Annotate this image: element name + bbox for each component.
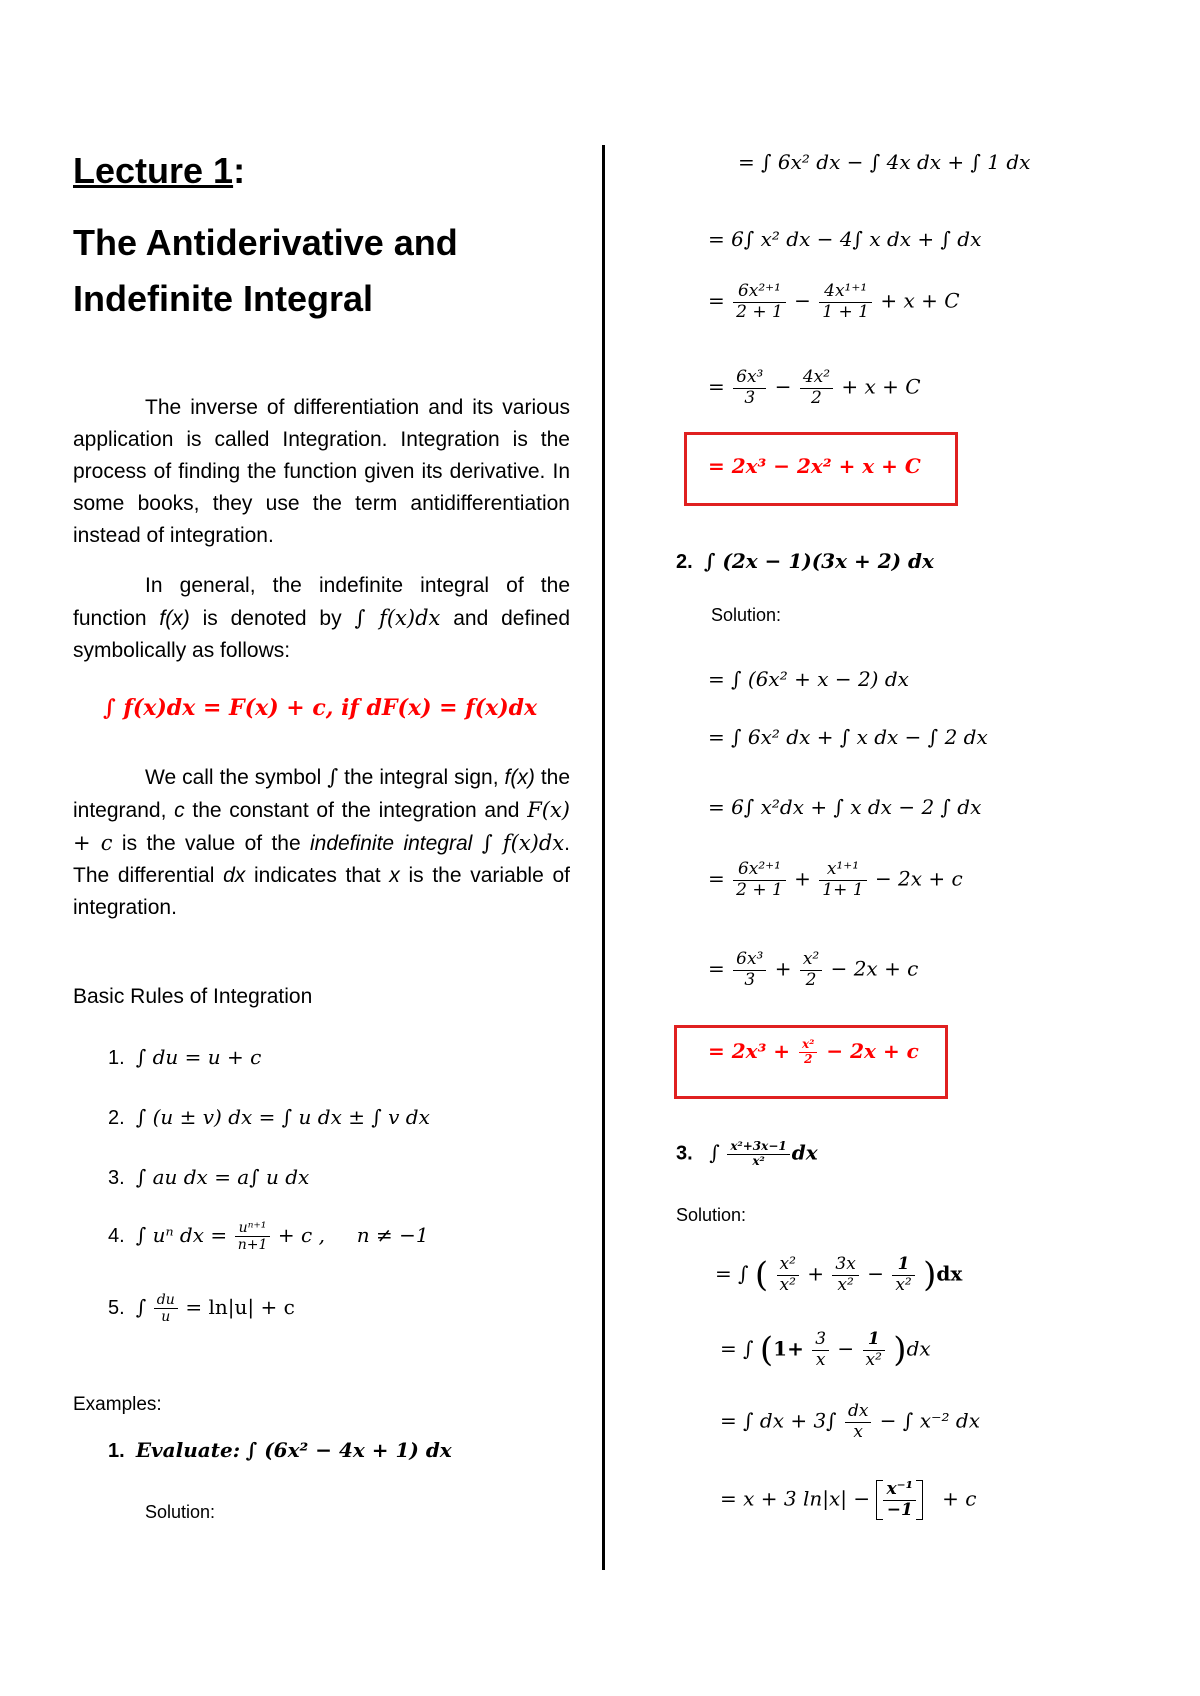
ex3-step-1-frac-3 xyxy=(892,1255,914,1295)
rule-1 xyxy=(108,1045,261,1070)
ex3-step-3 xyxy=(720,1402,980,1442)
symbol-integral: ∫ f(x)dx xyxy=(481,831,565,855)
ex1-step-3-frac-2 xyxy=(819,282,872,322)
examples-heading: Examples: xyxy=(73,1394,162,1415)
general-integral: ∫ f(x)dx xyxy=(354,606,441,630)
rule-1-expr: ∫ du = u + c xyxy=(135,1045,262,1069)
ex2-step-5-frac-1-top: 6x³ xyxy=(733,950,766,971)
ex1-step-3-frac-1 xyxy=(733,282,786,322)
example-1-statement xyxy=(108,1438,452,1463)
ex1-step-4-frac-2-bottom: 2 xyxy=(811,387,822,408)
ex1-step-3-frac-1-bottom: 2 + 1 xyxy=(736,301,783,322)
rules-heading: Basic Rules of Integration xyxy=(73,985,313,1008)
ex1-step-3-frac-1-top: 6x²⁺¹ xyxy=(733,282,786,303)
ex1-answer: = 2x³ − 2x² + x + C xyxy=(708,454,921,478)
rule-3-num: 3. xyxy=(108,1167,125,1189)
ex3-step-1-frac-2-top: 3x xyxy=(832,1255,858,1276)
general-text-a: In general, the indefinite integral of the function xyxy=(73,574,570,630)
ex3-step-3-frac-top: dx xyxy=(845,1402,871,1423)
ex2-step-4-tail: − 2x + c xyxy=(874,866,963,891)
rule-5-lhs: ∫ xyxy=(135,1294,147,1319)
ex2-answer xyxy=(708,1038,919,1067)
example-1-solution-label: Solution: xyxy=(145,1502,216,1522)
ex2-answer-b: − 2x + c xyxy=(826,1038,919,1063)
ex1-step-2: = 6∫ x² dx − 4∫ x dx + ∫ dx xyxy=(708,227,982,251)
ex3-step-1-frac-1-top: x² xyxy=(777,1255,799,1276)
ex2-step-2: = ∫ 6x² dx + ∫ x dx − ∫ 2 dx xyxy=(708,725,988,749)
ex2-answer-a: 2x³ + xyxy=(731,1038,791,1063)
ex2-step-4-frac-1 xyxy=(733,860,786,900)
symbol-fx: f(x) xyxy=(504,766,535,789)
ex2-step-4-plus: + xyxy=(794,866,811,891)
ex1-step-4-frac-2 xyxy=(800,368,833,408)
ex3-step-1-frac-3-top: 1 xyxy=(892,1255,914,1276)
ex3-step-2-frac-2 xyxy=(863,1330,885,1370)
ex2-step-1: = ∫ (6x² + x − 2) dx xyxy=(708,667,909,691)
ex3-step-3-b: − ∫ x⁻² dx xyxy=(879,1408,980,1433)
example-3-frac-bottom: x² xyxy=(752,1153,765,1168)
ex2-step-5-frac-1-bottom: 3 xyxy=(744,969,756,990)
symbol-text-e: is the value of the xyxy=(112,832,311,855)
general-paragraph xyxy=(73,570,570,667)
lecture-label: Lecture 1 xyxy=(73,150,234,191)
ex3-step-3-frac-bottom: x xyxy=(853,1421,863,1442)
ex1-step-4-frac-1-top: 6x³ xyxy=(733,368,766,389)
rule-5-fraction xyxy=(154,1292,178,1325)
rule-5-rhs: = ln|u| + c xyxy=(185,1294,295,1319)
ex1-step-3 xyxy=(708,282,960,322)
ex3-step-1-frac-3-bottom: x² xyxy=(895,1274,912,1295)
ex3-step-4-bracket xyxy=(876,1480,923,1520)
definition-formula: ∫ f(x)dx = F(x) + c, if dF(x) = f(x)dx xyxy=(103,695,538,721)
rule-4-frac-top: uⁿ⁺¹ xyxy=(235,1220,271,1237)
ex3-step-1-eq: = ∫ xyxy=(715,1261,749,1286)
ex3-step-1-minus: − xyxy=(867,1261,884,1286)
ex2-step-4-frac-1-bottom: 2 + 1 xyxy=(736,879,783,900)
ex1-step-3-tail: + x + C xyxy=(880,288,960,313)
ex3-step-2-frac-2-top: 1 xyxy=(863,1330,885,1351)
example-3-solution-label: Solution: xyxy=(676,1205,747,1225)
ex2-step-4-frac-1-top: 6x²⁺¹ xyxy=(733,860,786,881)
ex2-step-5-frac-2-bottom: 2 xyxy=(805,969,817,990)
ex3-step-2-frac-1-top: 3 xyxy=(812,1330,829,1351)
lecture-colon: : xyxy=(233,150,246,191)
ex2-step-4 xyxy=(708,860,963,900)
example-3-frac-top: x²+3x−1 xyxy=(727,1140,789,1155)
rule-5 xyxy=(108,1292,295,1325)
title-line-2: The Antiderivative and xyxy=(73,222,458,263)
ex3-step-4-b: + c xyxy=(942,1486,977,1511)
symbol-indefinite: indefinite integral xyxy=(310,832,473,855)
ex1-step-3-minus: − xyxy=(794,288,811,313)
ex3-step-2-dx: dx xyxy=(906,1336,931,1361)
symbol-text-h: is the variable of integration. xyxy=(73,864,570,919)
rule-3 xyxy=(108,1165,309,1190)
symbol-text-b: the integral sign, xyxy=(338,766,505,789)
ex1-step-4-frac-1 xyxy=(733,368,766,408)
ex2-step-5-eq: = xyxy=(708,956,725,981)
lecture-heading xyxy=(73,150,245,192)
ex3-step-1: = ∫ ( $\frac{\text{x²}}{\text{x²}}$ + $\frac{3x}{\text{x²}}$ − $\frac{1}{\text{x²}}$ )dx xyxy=(715,1254,963,1296)
general-text-b: is denoted by xyxy=(189,607,355,630)
example-3-dx: dx xyxy=(791,1140,818,1165)
ex3-step-1-frac-1-bottom: x² xyxy=(779,1274,796,1295)
ex2-step-5-frac-2 xyxy=(800,950,822,990)
example-2-solution-label: Solution: xyxy=(711,605,782,625)
ex2-answer-frac-bottom: 2 xyxy=(804,1051,813,1066)
symbol-text-a: We call the symbol xyxy=(145,766,328,789)
rule-1-num: 1. xyxy=(108,1047,125,1069)
ex2-step-5-frac-2-top: x² xyxy=(800,950,822,971)
rule-4-lhs: ∫ uⁿ dx = xyxy=(135,1222,228,1247)
ex1-step-4-eq: = xyxy=(708,374,725,399)
rule-4-fraction xyxy=(235,1220,271,1253)
rule-5-frac-top: du xyxy=(154,1292,178,1309)
column-divider xyxy=(602,145,605,1570)
intro-paragraph xyxy=(73,392,570,552)
ex3-step-3-frac xyxy=(845,1402,871,1442)
general-fx: f(x) xyxy=(159,607,190,630)
ex2-answer-eq: = xyxy=(708,1038,725,1063)
symbol-text-f: . The differential xyxy=(73,832,570,887)
ex2-step-5-frac-1 xyxy=(733,950,766,990)
ex1-step-3-frac-2-top: 4x¹⁺¹ xyxy=(819,282,872,303)
integral-sign-symbol: ∫ xyxy=(327,765,339,789)
ex3-step-2-minus: − xyxy=(837,1336,855,1361)
ex1-step-4 xyxy=(708,368,921,408)
ex3-step-2-frac-1-bottom: x xyxy=(815,1349,826,1370)
example-2-statement xyxy=(676,549,934,574)
ex1-step-4-frac-2-top: 4x² xyxy=(800,368,833,389)
rule-5-frac-bottom: u xyxy=(161,1309,171,1326)
example-3-fraction xyxy=(727,1140,789,1169)
ex3-step-2-frac-2-bottom: x² xyxy=(865,1349,882,1370)
ex3-step-2-frac-1 xyxy=(812,1330,829,1370)
title-line-3: Indefinite Integral xyxy=(73,278,374,319)
example-1-num: 1. xyxy=(108,1440,125,1462)
ex2-step-3: = 6∫ x²dx + ∫ x dx − 2 ∫ dx xyxy=(708,795,982,819)
ex3-step-2-eq: = ∫ xyxy=(720,1336,754,1361)
ex1-step-4-tail: + x + C xyxy=(841,374,921,399)
ex3-step-4 xyxy=(720,1480,976,1520)
rule-2 xyxy=(108,1105,430,1130)
ex2-answer-frac-top: x² xyxy=(799,1038,817,1053)
ex2-step-4-frac-2-top: x¹⁺¹ xyxy=(819,860,866,881)
ex3-step-1-frac-2-bottom: x² xyxy=(837,1274,854,1295)
symbol-Fx: F(x) + c xyxy=(73,798,570,855)
example-3-int: ∫ xyxy=(709,1140,720,1165)
ex2-step-4-frac-2 xyxy=(819,860,866,900)
ex1-step-3-frac-2-bottom: 1 + 1 xyxy=(822,301,869,322)
ex3-step-4-frac-bottom: −1 xyxy=(886,1499,913,1520)
symbol-x: x xyxy=(389,864,400,887)
ex2-step-4-eq: = xyxy=(708,866,725,891)
ex1-step-1: = ∫ 6x² dx − ∫ 4x dx + ∫ 1 dx xyxy=(738,150,1031,174)
ex1-step-4-minus: − xyxy=(774,374,792,399)
rule-2-expr: ∫ (u ± v) dx = ∫ u dx ± ∫ v dx xyxy=(135,1105,430,1129)
example-2-num: 2. xyxy=(676,551,693,573)
ex2-step-5-plus: + xyxy=(774,956,792,981)
symbol-text-d: the constant of the integration and xyxy=(184,799,528,822)
rule-4-num: 4. xyxy=(108,1224,125,1247)
ex2-answer-frac xyxy=(799,1038,817,1067)
ex3-step-1-dx: dx xyxy=(936,1261,963,1286)
example-2-expr: ∫ (2x − 1)(3x + 2) dx xyxy=(703,549,934,573)
ex3-step-4-frac-top: x⁻¹ xyxy=(883,1480,916,1501)
ex3-step-3-a: = ∫ dx + 3∫ xyxy=(720,1408,837,1433)
ex3-step-2-one: 1+ xyxy=(773,1336,804,1361)
rule-5-num: 5. xyxy=(108,1296,125,1319)
ex1-step-3-eq: = xyxy=(708,288,725,313)
rule-3-expr: ∫ au dx = a∫ u dx xyxy=(135,1165,310,1189)
example-3-num: 3. xyxy=(676,1142,693,1165)
example-1-label: Evaluate: xyxy=(135,1438,241,1462)
rule-2-num: 2. xyxy=(108,1107,125,1129)
symbol-text-c: the integrand, xyxy=(73,766,571,822)
ex3-step-2: = ∫ (1+ $\frac{3}{x}$ − $\frac{1}{\text{x²}}$ )dx xyxy=(720,1329,931,1371)
ex3-step-1-frac-2 xyxy=(832,1255,858,1295)
ex3-step-1-frac-1 xyxy=(777,1255,799,1295)
symbol-paragraph xyxy=(73,761,570,924)
intro-text: The inverse of differentiation and its various application is called Integration. Integration is the process of finding the function given its derivative. In some books, they use the term antidifferentiation instead of integration. xyxy=(73,396,570,547)
ex2-step-4-frac-2-bottom: 1+ 1 xyxy=(822,879,864,900)
rule-4-rhs: + c , n ≠ −1 xyxy=(277,1222,429,1247)
rule-4 xyxy=(108,1220,429,1253)
ex3-step-1-plus: + xyxy=(807,1261,825,1286)
symbol-c: c xyxy=(174,799,185,822)
example-3-statement xyxy=(676,1140,818,1169)
ex1-step-4-frac-1-bottom: 3 xyxy=(744,387,756,408)
general-text-c: and defined symbolically as follows: xyxy=(73,607,571,662)
ex2-step-5 xyxy=(708,950,918,990)
ex3-step-4-a: = x + 3 ln|x| − xyxy=(720,1486,871,1511)
symbol-dx: dx xyxy=(223,864,246,887)
rule-4-frac-bottom: n+1 xyxy=(237,1237,268,1254)
ex3-step-4-frac xyxy=(883,1480,916,1520)
ex2-step-5-tail: − 2x + c xyxy=(830,956,919,981)
symbol-text-g: indicates that xyxy=(245,864,390,887)
example-1-expr: ∫ (6x² − 4x + 1) dx xyxy=(245,1438,452,1462)
